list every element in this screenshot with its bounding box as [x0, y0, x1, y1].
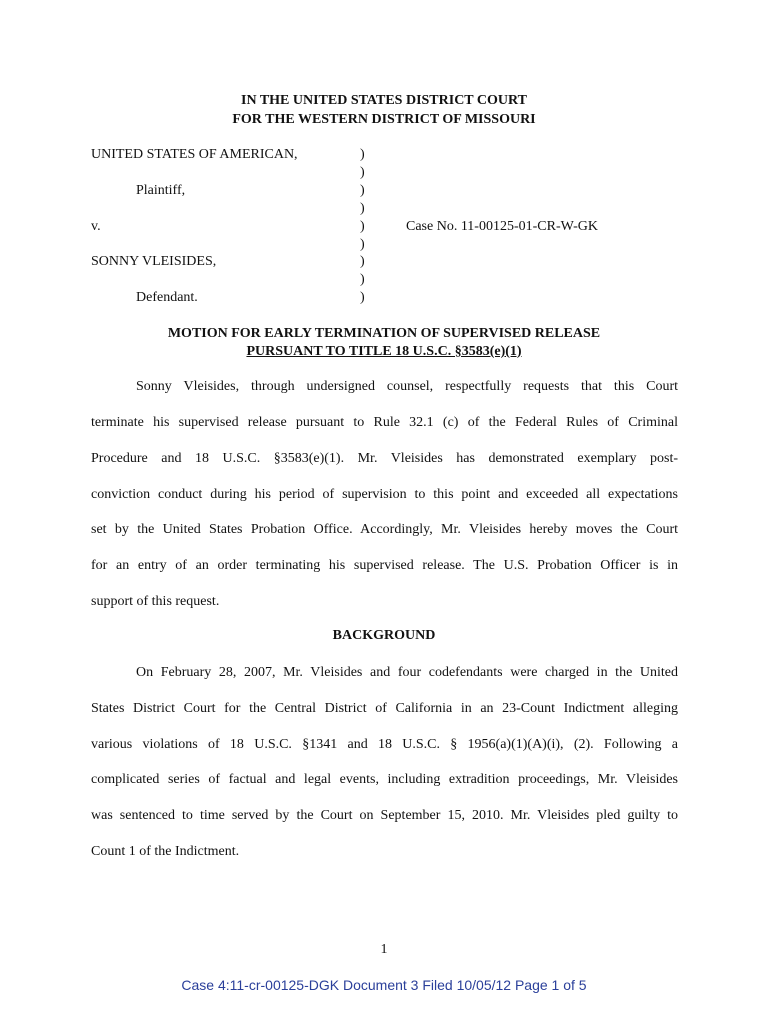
section-heading-background: BACKGROUND — [332, 628, 436, 643]
plaintiff-party: UNITED STATES OF AMERICAN, — [91, 147, 298, 162]
paragraph-line: Count 1 of the Indictment. — [91, 844, 240, 859]
paragraph-line: complicated series of factual and legal events, including extradition proceedings, Mr. Vleisides — [91, 772, 678, 787]
paragraph-line: conviction conduct during his period of supervision to this point and exceeded all expectations — [91, 487, 678, 502]
paragraph-line: Sonny Vleisides, through undersigned counsel, respectfully requests that this Court — [136, 379, 678, 394]
paragraph-line: States District Court for the Central District of California in an 23-Count Indictment alleging — [91, 701, 678, 716]
district-name: FOR THE WESTERN DISTRICT OF MISSOURI — [232, 112, 536, 127]
defendant-party: SONNY VLEISIDES, — [91, 254, 217, 269]
caption-paren: ) — [360, 290, 365, 305]
caption-paren: ) — [360, 147, 365, 162]
caption-paren: ) — [360, 165, 365, 180]
motion-subtitle — [0, 344, 768, 360]
paragraph-line: was sentenced to time served by the Court on September 15, 2010. Mr. Vleisides pled guilty to — [91, 808, 678, 823]
caption-paren: ) — [360, 272, 365, 287]
paragraph-line: terminate his supervised release pursuant to Rule 32.1 (c) of the Federal Rules of Criminal — [91, 415, 678, 430]
paragraph-line: support of this request. — [91, 594, 220, 609]
paragraph-line: set by the United States Probation Office. Accordingly, Mr. Vleisides hereby moves the Court — [91, 522, 678, 537]
case-number: Case No. 11-00125-01-CR-W-GK — [406, 219, 598, 234]
court-name: IN THE UNITED STATES DISTRICT COURT — [241, 93, 527, 108]
page-number: 1 — [380, 942, 388, 957]
paragraph-line: On February 28, 2007, Mr. Vleisides and four codefendants were charged in the United — [136, 665, 678, 680]
caption-paren: ) — [360, 254, 365, 269]
caption-paren: ) — [360, 183, 365, 198]
caption-paren: ) — [360, 201, 365, 216]
paragraph-line: various violations of 18 U.S.C. §1341 and 18 U.S.C. § 1956(a)(1)(A)(i), (2). Following a — [91, 737, 678, 752]
caption-paren: ) — [360, 219, 365, 234]
caption-paren: ) — [360, 237, 365, 252]
paragraph-line: for an entry of an order terminating his supervised release. The U.S. Probation Officer is in — [91, 558, 678, 573]
defendant-role: Defendant. — [136, 290, 198, 305]
filing-stamp: Case 4:11-cr-00125-DGK Document 3 Filed 10/05/12 Page 1 of 5 — [181, 977, 587, 993]
plaintiff-role: Plaintiff, — [136, 183, 186, 198]
motion-title: MOTION FOR EARLY TERMINATION OF SUPERVISED RELEASE — [167, 326, 601, 341]
motion-subtitle-text: PURSUANT TO TITLE 18 U.S.C. §3583(e)(1) — [246, 344, 522, 359]
paragraph-line: Procedure and 18 U.S.C. §3583(e)(1). Mr. Vleisides has demonstrated exemplary post- — [91, 451, 678, 466]
versus-label: v. — [91, 219, 101, 234]
